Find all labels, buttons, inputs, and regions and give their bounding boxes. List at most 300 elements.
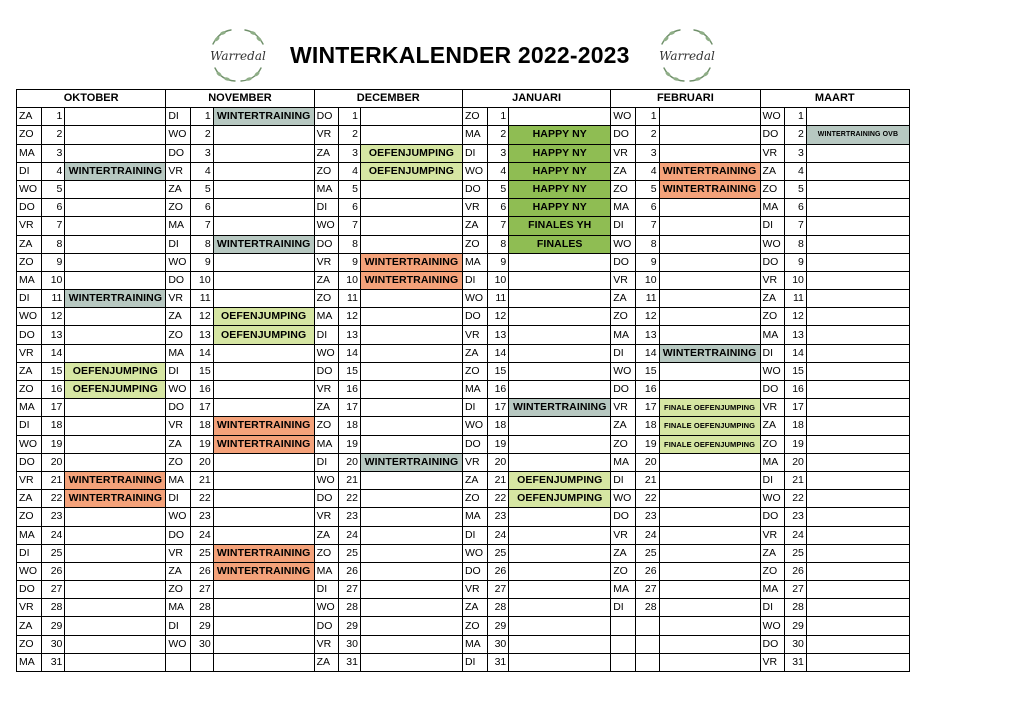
weekday-cell: DI: [166, 617, 191, 635]
date-cell: 21: [191, 471, 214, 489]
event-cell: [509, 508, 611, 526]
weekday-cell: DO: [462, 562, 487, 580]
date-cell: 5: [41, 180, 65, 198]
day-row: [17, 453, 910, 471]
date-cell: 7: [191, 217, 214, 235]
event-cell: [65, 417, 166, 435]
weekday-cell: WO: [760, 362, 785, 380]
event-cell: WINTERTRAINING: [213, 562, 314, 580]
event-cell: [360, 599, 462, 617]
date-cell: 14: [635, 344, 659, 362]
event-cell: [65, 544, 166, 562]
event-cell: [65, 562, 166, 580]
date-cell: 2: [191, 126, 214, 144]
event-cell: [360, 308, 462, 326]
weekday-cell: WO: [314, 599, 339, 617]
date-cell: 12: [41, 308, 65, 326]
event-cell: [213, 635, 314, 653]
event-cell: [659, 235, 760, 253]
date-cell: 24: [191, 526, 214, 544]
event-cell: [806, 508, 909, 526]
date-cell: 26: [41, 562, 65, 580]
weekday-cell: MA: [17, 653, 42, 671]
event-cell: [806, 562, 909, 580]
date-cell: 28: [191, 599, 214, 617]
weekday-cell: ZA: [462, 344, 487, 362]
event-cell: [509, 544, 611, 562]
warredal-logo-right: [656, 24, 718, 86]
date-cell: 23: [339, 508, 361, 526]
date-cell: 14: [339, 344, 361, 362]
day-row: [17, 581, 910, 599]
day-row: [17, 271, 910, 289]
event-cell: [659, 381, 760, 399]
event-cell: [509, 381, 611, 399]
weekday-cell: [611, 653, 636, 671]
weekday-cell: ZA: [462, 599, 487, 617]
weekday-cell: DO: [760, 381, 785, 399]
day-row: [17, 162, 910, 180]
event-cell: [213, 526, 314, 544]
event-cell: [360, 617, 462, 635]
date-cell: 11: [339, 290, 361, 308]
event-cell: [65, 308, 166, 326]
event-cell: [360, 417, 462, 435]
weekday-cell: ZO: [17, 508, 42, 526]
weekday-cell: WO: [17, 308, 42, 326]
weekday-cell: DI: [314, 326, 339, 344]
event-cell: [806, 544, 909, 562]
weekday-cell: MA: [760, 453, 785, 471]
event-cell: [806, 180, 909, 198]
weekday-cell: DO: [760, 253, 785, 271]
date-cell: 3: [487, 144, 509, 162]
event-cell: [509, 108, 611, 126]
weekday-cell: DI: [166, 490, 191, 508]
event-cell: [509, 435, 611, 453]
weekday-cell: MA: [314, 180, 339, 198]
date-cell: 1: [191, 108, 214, 126]
date-cell: 24: [785, 526, 807, 544]
date-cell: 5: [785, 180, 807, 198]
event-cell: [65, 617, 166, 635]
weekday-cell: VR: [462, 581, 487, 599]
date-cell: 17: [487, 399, 509, 417]
weekday-cell: WO: [760, 108, 785, 126]
date-cell: 13: [487, 326, 509, 344]
date-cell: 16: [487, 381, 509, 399]
weekday-cell: VR: [611, 399, 636, 417]
event-cell: [806, 526, 909, 544]
date-cell: 12: [487, 308, 509, 326]
day-row: [17, 617, 910, 635]
event-cell: OEFENJUMPING: [360, 144, 462, 162]
event-cell: WINTERTRAINING: [65, 290, 166, 308]
event-cell: [65, 653, 166, 671]
date-cell: 25: [191, 544, 214, 562]
date-cell: 28: [487, 599, 509, 617]
date-cell: 29: [191, 617, 214, 635]
weekday-cell: DO: [314, 108, 339, 126]
weekday-cell: DI: [760, 217, 785, 235]
event-cell: [659, 253, 760, 271]
weekday-cell: DO: [462, 180, 487, 198]
weekday-cell: DO: [611, 126, 636, 144]
date-cell: 7: [339, 217, 361, 235]
weekday-cell: ZO: [166, 326, 191, 344]
event-cell: WINTERTRAINING: [360, 453, 462, 471]
date-cell: 9: [41, 253, 65, 271]
event-cell: [213, 581, 314, 599]
date-cell: 29: [785, 617, 807, 635]
day-row: [17, 344, 910, 362]
event-cell: [65, 108, 166, 126]
event-cell: [806, 635, 909, 653]
weekday-cell: MA: [462, 635, 487, 653]
date-cell: 23: [191, 508, 214, 526]
date-cell: 28: [41, 599, 65, 617]
weekday-cell: ZO: [462, 362, 487, 380]
date-cell: 20: [785, 453, 807, 471]
day-row: [17, 508, 910, 526]
weekday-cell: VR: [760, 526, 785, 544]
event-cell: [659, 290, 760, 308]
weekday-cell: DO: [17, 326, 42, 344]
date-cell: 31: [785, 653, 807, 671]
event-cell: FINALE OEFENJUMPING: [659, 435, 760, 453]
weekday-cell: WO: [17, 562, 42, 580]
date-cell: 9: [191, 253, 214, 271]
weekday-cell: DO: [611, 508, 636, 526]
event-cell: [509, 362, 611, 380]
date-cell: 24: [635, 526, 659, 544]
date-cell: 11: [41, 290, 65, 308]
date-cell: 8: [785, 235, 807, 253]
event-cell: OEFENJUMPING: [65, 362, 166, 380]
event-cell: [65, 253, 166, 271]
month-header-februari: FEBRUARI: [611, 90, 760, 108]
date-cell: 3: [191, 144, 214, 162]
date-cell: 8: [41, 235, 65, 253]
date-cell: 7: [41, 217, 65, 235]
weekday-cell: MA: [166, 217, 191, 235]
event-cell: [659, 308, 760, 326]
event-cell: [213, 453, 314, 471]
weekday-cell: WO: [611, 490, 636, 508]
event-cell: [65, 508, 166, 526]
event-cell: [509, 526, 611, 544]
weekday-cell: VR: [314, 126, 339, 144]
date-cell: 9: [487, 253, 509, 271]
event-cell: [65, 526, 166, 544]
day-row: [17, 526, 910, 544]
weekday-cell: ZO: [17, 253, 42, 271]
weekday-cell: DI: [462, 271, 487, 289]
weekday-cell: DO: [314, 362, 339, 380]
event-cell: [213, 490, 314, 508]
weekday-cell: ZO: [760, 435, 785, 453]
weekday-cell: DI: [462, 526, 487, 544]
event-cell: [360, 653, 462, 671]
weekday-cell: ZA: [17, 235, 42, 253]
event-cell: [360, 471, 462, 489]
date-cell: 17: [785, 399, 807, 417]
weekday-cell: ZO: [760, 562, 785, 580]
weekday-cell: ZO: [611, 180, 636, 198]
event-cell: OEFENJUMPING: [509, 490, 611, 508]
event-cell: WINTERTRAINING: [65, 471, 166, 489]
date-cell: 15: [487, 362, 509, 380]
weekday-cell: VR: [611, 144, 636, 162]
event-cell: [509, 453, 611, 471]
date-cell: 10: [339, 271, 361, 289]
day-row: [17, 544, 910, 562]
weekday-cell: ZA: [760, 290, 785, 308]
event-cell: [806, 653, 909, 671]
date-cell: 15: [339, 362, 361, 380]
date-cell: 28: [339, 599, 361, 617]
date-cell: 5: [191, 180, 214, 198]
event-cell: [213, 217, 314, 235]
date-cell: 10: [487, 271, 509, 289]
event-cell: [659, 199, 760, 217]
event-cell: [65, 199, 166, 217]
date-cell: 27: [487, 581, 509, 599]
weekday-cell: ZO: [611, 435, 636, 453]
event-cell: [509, 308, 611, 326]
weekday-cell: DO: [314, 235, 339, 253]
event-cell: [509, 417, 611, 435]
weekday-cell: DI: [760, 599, 785, 617]
day-row: [17, 308, 910, 326]
date-cell: 17: [339, 399, 361, 417]
date-cell: 25: [785, 544, 807, 562]
date-cell: 19: [487, 435, 509, 453]
date-cell: 10: [785, 271, 807, 289]
event-cell: [65, 126, 166, 144]
weekday-cell: VR: [462, 326, 487, 344]
event-cell: [659, 526, 760, 544]
date-cell: 4: [487, 162, 509, 180]
event-cell: [360, 126, 462, 144]
weekday-cell: ZO: [166, 199, 191, 217]
date-cell: 19: [339, 435, 361, 453]
weekday-cell: MA: [760, 581, 785, 599]
event-cell: [806, 199, 909, 217]
event-cell: [213, 599, 314, 617]
weekday-cell: VR: [314, 635, 339, 653]
weekday-cell: VR: [611, 526, 636, 544]
weekday-cell: WO: [166, 635, 191, 653]
weekday-cell: WO: [760, 235, 785, 253]
date-cell: 9: [339, 253, 361, 271]
weekday-cell: DI: [17, 544, 42, 562]
event-cell: [213, 271, 314, 289]
weekday-cell: ZO: [314, 162, 339, 180]
date-cell: 20: [339, 453, 361, 471]
weekday-cell: ZA: [611, 417, 636, 435]
date-cell: 26: [191, 562, 214, 580]
date-cell: 16: [191, 381, 214, 399]
day-row: [17, 417, 910, 435]
date-cell: 20: [487, 453, 509, 471]
weekday-cell: VR: [314, 381, 339, 399]
event-cell: [360, 526, 462, 544]
date-cell: 12: [191, 308, 214, 326]
event-cell: WINTERTRAINING: [360, 253, 462, 271]
date-cell: 16: [635, 381, 659, 399]
date-cell: 15: [635, 362, 659, 380]
day-row: [17, 290, 910, 308]
weekday-cell: VR: [760, 144, 785, 162]
event-cell: [806, 581, 909, 599]
event-cell: [65, 344, 166, 362]
weekday-cell: ZA: [462, 471, 487, 489]
weekday-cell: DO: [611, 253, 636, 271]
weekday-cell: DO: [166, 144, 191, 162]
weekday-cell: WO: [760, 617, 785, 635]
date-cell: 7: [635, 217, 659, 235]
event-cell: [659, 581, 760, 599]
weekday-cell: DO: [17, 453, 42, 471]
date-cell: 18: [339, 417, 361, 435]
event-cell: [213, 344, 314, 362]
date-cell: 8: [339, 235, 361, 253]
date-cell: [635, 653, 659, 671]
weekday-cell: ZA: [17, 362, 42, 380]
event-cell: [806, 362, 909, 380]
weekday-cell: ZA: [611, 544, 636, 562]
weekday-cell: MA: [611, 581, 636, 599]
date-cell: 23: [785, 508, 807, 526]
weekday-cell: DI: [166, 108, 191, 126]
date-cell: 20: [635, 453, 659, 471]
event-cell: [65, 453, 166, 471]
date-cell: 19: [41, 435, 65, 453]
event-cell: [509, 326, 611, 344]
weekday-cell: MA: [462, 381, 487, 399]
event-cell: [360, 399, 462, 417]
date-cell: 30: [339, 635, 361, 653]
event-cell: [213, 253, 314, 271]
date-cell: 13: [41, 326, 65, 344]
date-cell: 30: [785, 635, 807, 653]
weekday-cell: DO: [760, 508, 785, 526]
event-cell: [659, 544, 760, 562]
date-cell: 15: [41, 362, 65, 380]
event-cell: [360, 635, 462, 653]
event-cell: [806, 344, 909, 362]
date-cell: 10: [635, 271, 659, 289]
event-cell: [509, 344, 611, 362]
weekday-cell: DO: [166, 271, 191, 289]
event-cell: [806, 435, 909, 453]
date-cell: 11: [191, 290, 214, 308]
event-cell: [659, 562, 760, 580]
date-cell: 9: [785, 253, 807, 271]
weekday-cell: ZA: [314, 526, 339, 544]
event-cell: [360, 544, 462, 562]
event-cell: [360, 326, 462, 344]
weekday-cell: DI: [462, 653, 487, 671]
weekday-cell: DO: [462, 435, 487, 453]
date-cell: 20: [41, 453, 65, 471]
date-cell: 27: [635, 581, 659, 599]
date-cell: 7: [487, 217, 509, 235]
weekday-cell: MA: [611, 453, 636, 471]
date-cell: 19: [785, 435, 807, 453]
weekday-cell: WO: [314, 471, 339, 489]
date-cell: 2: [41, 126, 65, 144]
weekday-cell: WO: [611, 235, 636, 253]
date-cell: 6: [41, 199, 65, 217]
weekday-cell: ZA: [17, 490, 42, 508]
weekday-cell: VR: [462, 199, 487, 217]
date-cell: 6: [339, 199, 361, 217]
day-row: [17, 199, 910, 217]
event-cell: [360, 290, 462, 308]
date-cell: 3: [635, 144, 659, 162]
date-cell: 21: [785, 471, 807, 489]
weekday-cell: ZA: [314, 653, 339, 671]
weekday-cell: VR: [166, 162, 191, 180]
weekday-cell: WO: [166, 253, 191, 271]
event-cell: [360, 180, 462, 198]
weekday-cell: VR: [17, 599, 42, 617]
date-cell: 21: [41, 471, 65, 489]
date-cell: [635, 617, 659, 635]
date-cell: 11: [487, 290, 509, 308]
event-cell: FINALES YH: [509, 217, 611, 235]
weekday-cell: DI: [314, 581, 339, 599]
date-cell: 25: [339, 544, 361, 562]
weekday-cell: DI: [166, 235, 191, 253]
event-cell: [360, 508, 462, 526]
date-cell: 19: [635, 435, 659, 453]
weekday-cell: ZA: [760, 544, 785, 562]
event-cell: WINTERTRAINING: [213, 108, 314, 126]
day-row: [17, 144, 910, 162]
weekday-cell: MA: [760, 326, 785, 344]
weekday-cell: DI: [462, 144, 487, 162]
weekday-cell: [611, 617, 636, 635]
event-cell: WINTERTRAINING: [213, 417, 314, 435]
weekday-cell: ZO: [760, 180, 785, 198]
weekday-cell: DI: [760, 344, 785, 362]
date-cell: 30: [191, 635, 214, 653]
event-cell: WINTERTRAINING: [65, 490, 166, 508]
weekday-cell: VR: [314, 253, 339, 271]
weekday-cell: ZA: [166, 562, 191, 580]
event-cell: [360, 435, 462, 453]
weekday-cell: ZA: [462, 217, 487, 235]
weekday-cell: ZO: [17, 381, 42, 399]
date-cell: 8: [191, 235, 214, 253]
event-cell: [65, 399, 166, 417]
date-cell: 23: [41, 508, 65, 526]
date-cell: 4: [635, 162, 659, 180]
event-cell: [806, 271, 909, 289]
date-cell: 18: [191, 417, 214, 435]
event-cell: [213, 508, 314, 526]
event-cell: [806, 599, 909, 617]
date-cell: 29: [487, 617, 509, 635]
date-cell: 17: [635, 399, 659, 417]
date-cell: 2: [339, 126, 361, 144]
weekday-cell: DI: [611, 599, 636, 617]
date-cell: 6: [487, 199, 509, 217]
event-cell: [659, 490, 760, 508]
